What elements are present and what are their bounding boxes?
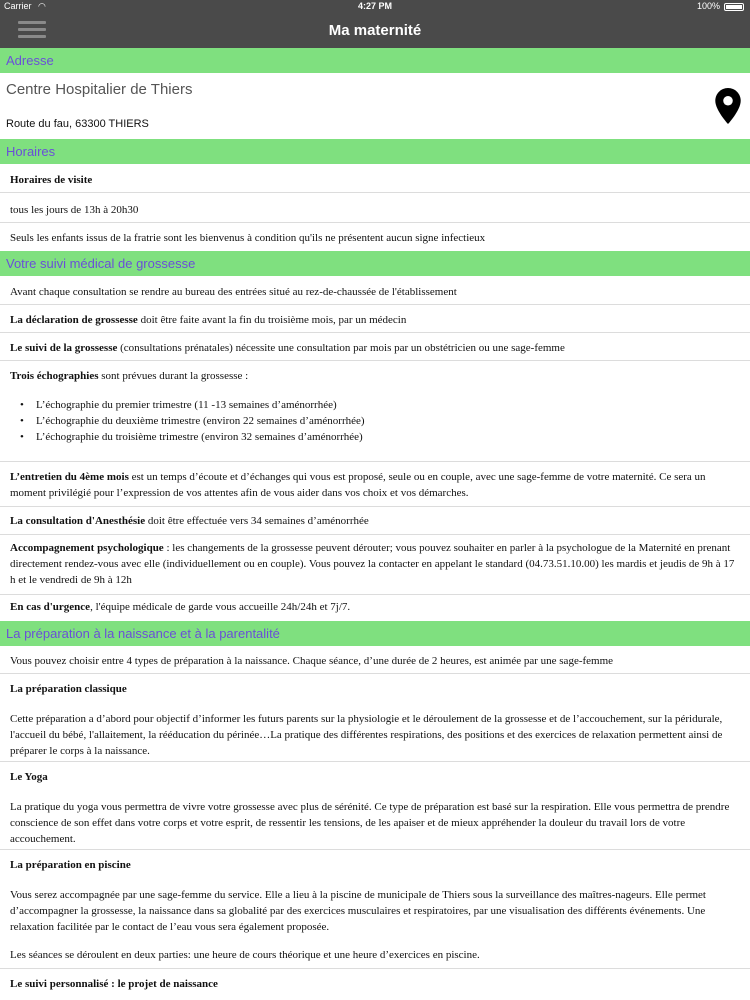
list-item [0,507,750,535]
nav-bar [0,14,750,48]
declaration-text: La déclaration de grossesse doit être faite avant la fin du troisième mois, par un médecin [10,314,407,326]
status-bar [0,0,750,14]
hours-title: Horaires de visite [10,174,93,186]
list-item [0,361,750,462]
section-header-preparation: La préparation à la naissance et à la parentalité [0,621,750,646]
list-item [0,762,750,850]
echo-list [20,397,720,445]
echo-list-item: • L’échographie du troisième trimestre (environ 32 semaines d’aménorrhée) [20,429,720,445]
piscine-text-2: Les séances se déroulent en deux parties: une heure de cours théorique et une heure d’exercices en piscine. [10,949,480,961]
echo-list-item: • L’échographie du deuxième trimestre (environ 22 semaines d’aménorrhée) [20,413,720,429]
list-item [0,276,750,305]
followup-intro: Avant chaque consultation se rendre au bureau des entrées situé au rez-de-chaussée de l'établissement [10,286,457,298]
piscine-title: La préparation en piscine [10,859,131,871]
page-title: Ma maternité [328,22,422,39]
entretien-text: L’entretien du 4ème mois est un temps d’écoute et d’échanges qui vous est proposé, seule ou en couple, avec une sage-femme de votre maternité. Ce sera un moment privilégié pour l’expression de vos attentes afin de vous aider dans vos choix et vos démarches. [10,471,706,499]
list-item [0,850,750,969]
yoga-title: Le Yoga [10,771,48,783]
status-time: 4:27 PM [357,1,392,11]
echo-list-item: • L’échographie du premier trimestre (11 -13 semaines d’aménorrhée) [20,397,720,413]
list-item [0,595,750,621]
list-item [0,164,750,193]
section-header-hours: Horaires [0,139,750,164]
personnalise-title: Le suivi personnalisé : le projet de naissance [10,978,218,990]
carrier-label: Carrier [4,1,32,11]
piscine-text: Vous serez accompagnée par une sage-femme du service. Elle a lieu à la piscine de municipale de Thiers sous la surveillance des maîtres-nageurs. Elle permet d’accompagner la grossesse, la naissance dans sa globalité par des exercices musculaires et respiratoires, par une visualisation des différents événements. Une relaxation facilitée par le contact de l’eau vous sera également proposée. [10,889,706,933]
echo-text: Trois échographies sont prévues durant la grossesse : [10,370,249,382]
suivi-text: Le suivi de la grossesse (consultations prénatales) nécessite une consultation par mois par un obstétricien ou une sage-femme [10,342,565,354]
list-item [0,535,750,595]
list-item [0,333,750,361]
yoga-text: La pratique du yoga vous permettra de vivre votre grossesse avec plus de sérénité. Ce type de préparation est basé sur la respiration. Elle vous permettra de prendre conscience de son effet dans votre corps et votre esprit, de ressentir les tensions, de les apaiser et de mieux appréhender la douleur du travail lors de votre accouchement. [10,801,730,845]
list-item [0,223,750,251]
list-item [0,462,750,507]
wifi-icon: ◠ [38,1,46,11]
classique-text: Cette préparation a d’abord pour objectif d’informer les futurs parents sur la physiologie et le déroulement de la grossesse et de l’accouchement, sur la péridurale, l'accueil du bébé, l'allaitement, la rééducation du périnée…La pratique des différentes respirations, des positions et des exercices de relaxation permettent ainsi de préparer le corps à la naissance. [10,713,723,757]
list-item [0,193,750,223]
hours-schedule: tous les jours de 13h à 20h30 [10,204,139,216]
list-item [0,646,750,674]
section-header-address: Adresse [0,48,750,73]
classique-title: La préparation classique [10,683,127,695]
hospital-name: Centre Hospitalier de Thiers [6,81,193,98]
prep-intro: Vous pouvez choisir entre 4 types de préparation à la naissance. Chaque séance, d’une durée de 2 heures, est animée par une sage-femme [10,655,614,667]
urgence-text: En cas d'urgence, l'équipe médicale de garde vous accueille 24h/24h et 7j/7. [10,601,351,613]
battery-percent: 100% [696,1,720,11]
anesthesie-text: La consultation d'Anesthésie doit être effectuée vers 34 semaines d’aménorrhée [10,515,369,527]
psychologique-text: Accompagnement psychologique : les changements de la grossesse peuvent dérouter; vous pouvez souhaiter en parler à la psychologue de la Maternité en prenant directement rendez-vous avec elle (individuellement ou en couple). Vous pouvez la contacter en appelant le standard (04.73.51.10.00) les mardis et jeudis de 9h à 17 h et le vendredi de 9h à 12h [10,542,735,586]
battery-icon [724,3,744,11]
list-item [0,674,750,762]
list-item [0,969,750,1000]
map-pin-icon[interactable] [714,88,742,124]
hours-note: Seuls les enfants issus de la fratrie sont les bienvenus à condition qu'ils ne présentent aucun signe infectieux [10,232,486,244]
section-header-followup: Votre suivi médical de grossesse [0,251,750,276]
hospital-address: Route du fau, 63300 THIERS [6,118,149,130]
list-item [0,305,750,333]
